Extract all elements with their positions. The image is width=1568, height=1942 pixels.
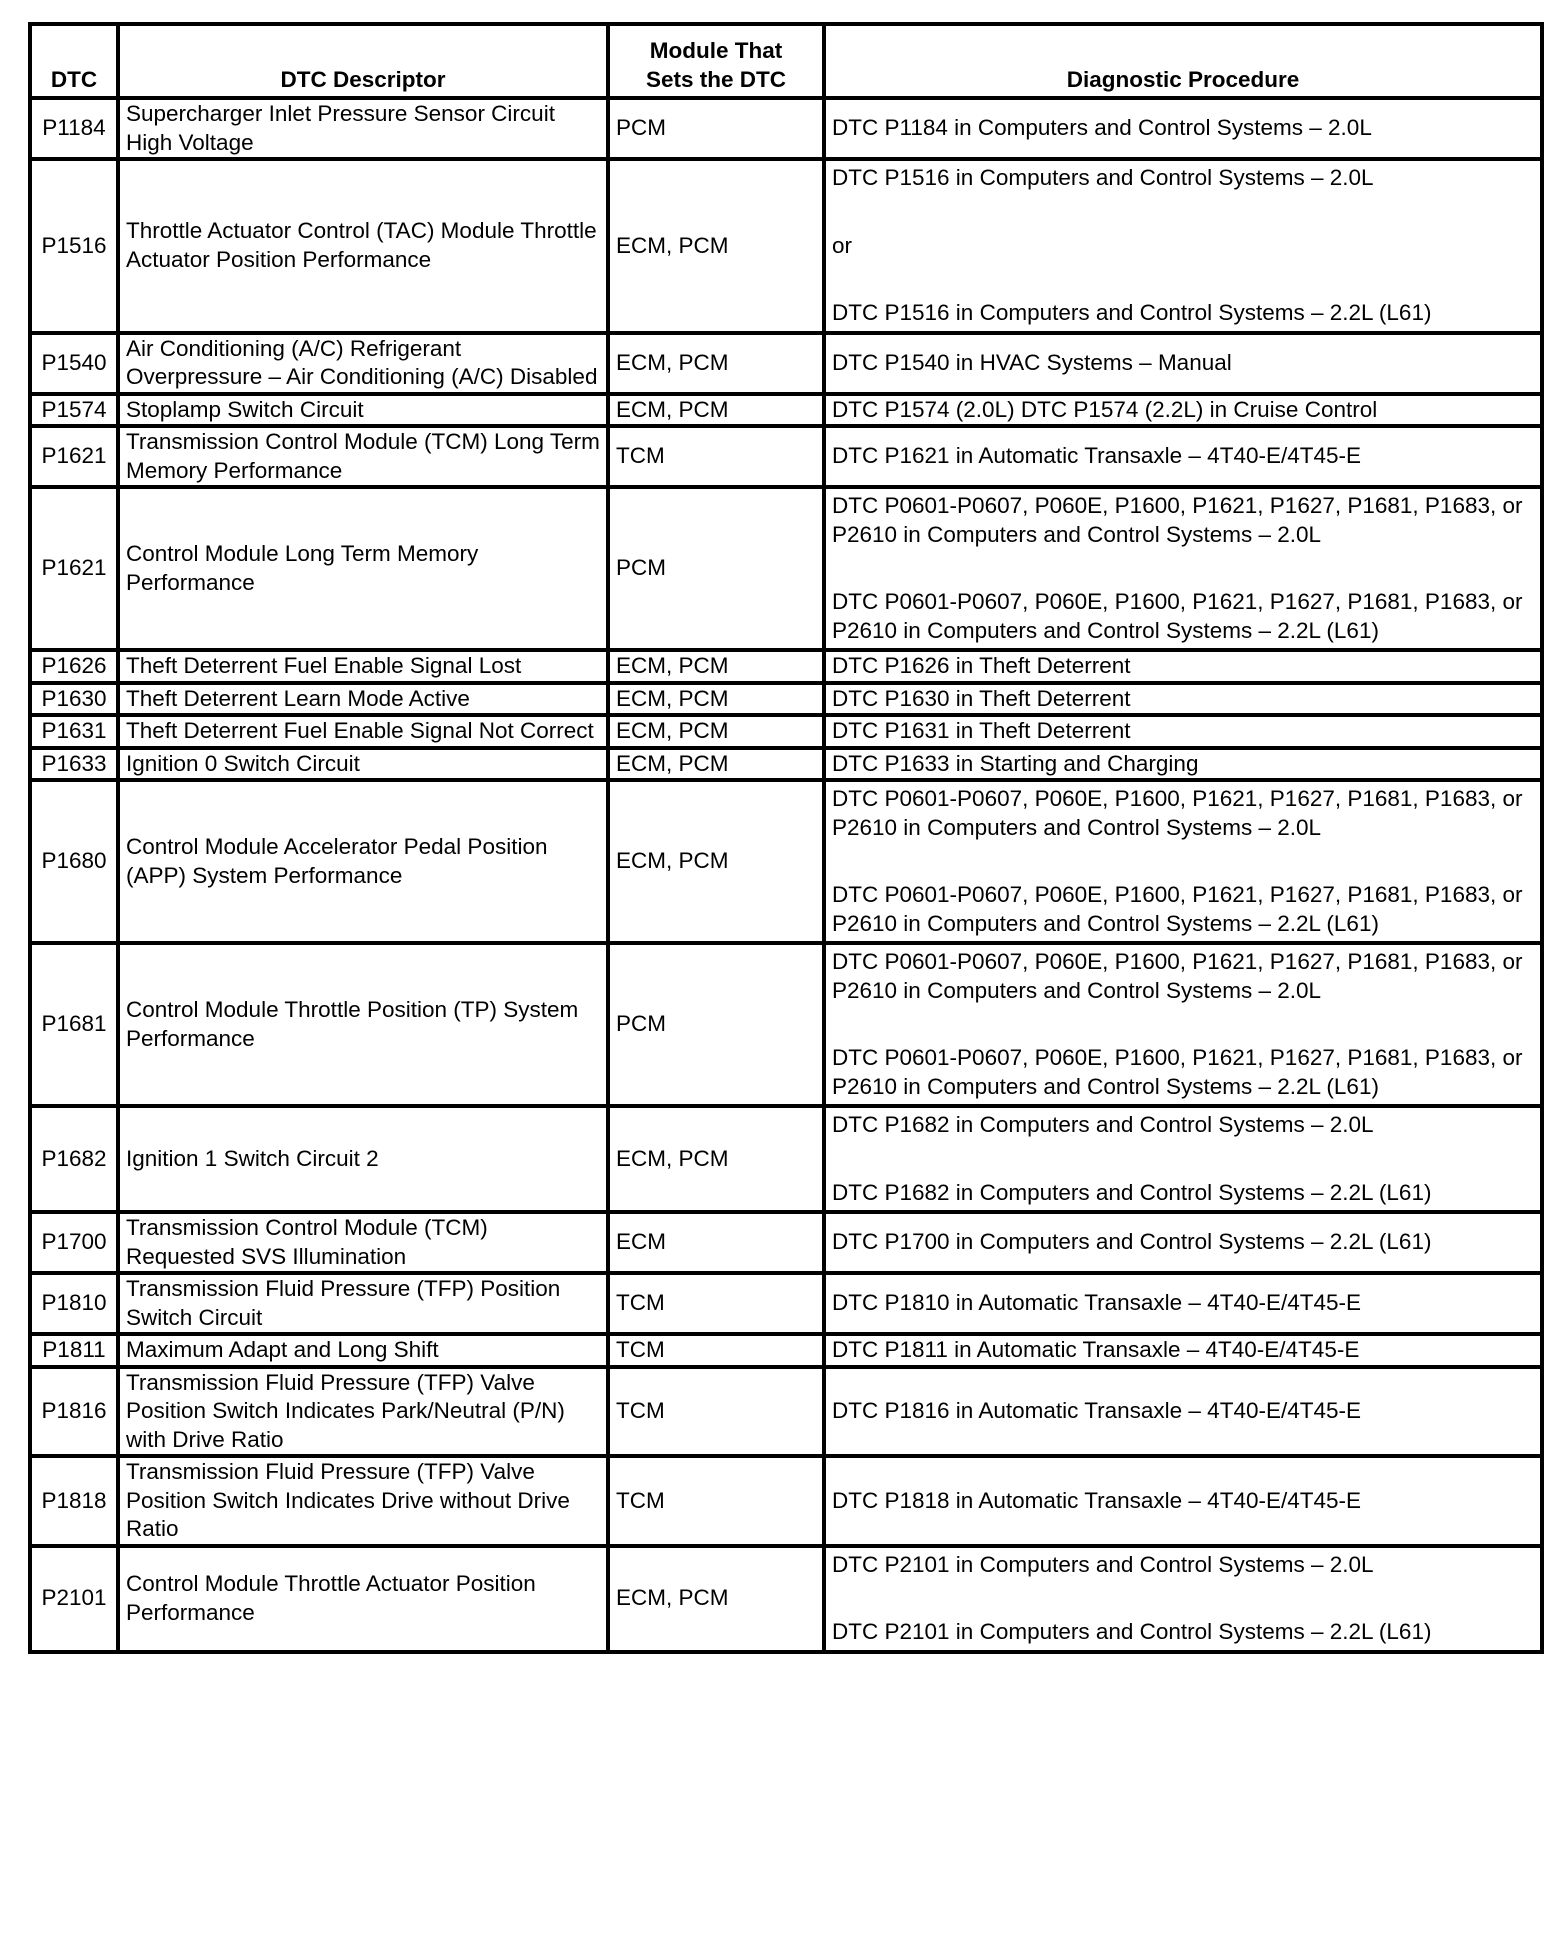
dtc-code: P1540 bbox=[30, 333, 118, 394]
dtc-descriptor: Theft Deterrent Learn Mode Active bbox=[118, 683, 608, 716]
diagnostic-procedure bbox=[824, 1212, 1542, 1273]
table-row bbox=[30, 1334, 1542, 1367]
diagnostic-procedure bbox=[824, 780, 1542, 943]
procedure-spacer bbox=[832, 549, 1534, 588]
table-row bbox=[30, 943, 1542, 1106]
setting-module: PCM bbox=[608, 487, 824, 650]
dtc-descriptor: Control Module Accelerator Pedal Position (APP) System Performance bbox=[118, 780, 608, 943]
dtc-code: P1626 bbox=[30, 650, 118, 683]
procedure-spacer bbox=[832, 1005, 1534, 1044]
setting-module: ECM bbox=[608, 1212, 824, 1273]
setting-module: ECM, PCM bbox=[608, 159, 824, 333]
diagnostic-procedure bbox=[824, 1273, 1542, 1334]
procedure-line: DTC P1621 in Automatic Transaxle – 4T40-E/4T45-E bbox=[832, 443, 1362, 469]
procedure-spacer bbox=[832, 193, 1534, 232]
procedure-line: DTC P1574 (2.0L) DTC P1574 (2.2L) in Cruise Control bbox=[832, 396, 1378, 422]
dtc-code: P1811 bbox=[30, 1334, 118, 1367]
dtc-descriptor: Transmission Fluid Pressure (TFP) Valve Position Switch Indicates Drive without Drive Ratio bbox=[118, 1456, 608, 1546]
diagnostic-procedure bbox=[824, 650, 1542, 683]
dtc-table bbox=[28, 22, 1544, 1654]
dtc-descriptor: Control Module Long Term Memory Performance bbox=[118, 487, 608, 650]
setting-module: PCM bbox=[608, 943, 824, 1106]
table-row bbox=[30, 1456, 1542, 1546]
setting-module: ECM, PCM bbox=[608, 715, 824, 748]
setting-module: ECM, PCM bbox=[608, 1106, 824, 1212]
procedure-line: DTC P0601-P0607, P060E, P1600, P1621, P1627, P1681, P1683, or P2610 in Computers and Control Systems – 2.0L bbox=[832, 786, 1523, 840]
setting-module: TCM bbox=[608, 1334, 824, 1367]
diagnostic-procedure bbox=[824, 943, 1542, 1106]
dtc-descriptor: Transmission Control Module (TCM) Requested SVS Illumination bbox=[118, 1212, 608, 1273]
procedure-line: DTC P1811 in Automatic Transaxle – 4T40-E/4T45-E bbox=[832, 1337, 1360, 1362]
procedure-spacer bbox=[832, 260, 1534, 299]
table-row bbox=[30, 1106, 1542, 1212]
procedure-line: or bbox=[832, 232, 853, 258]
procedure-line: DTC P1700 in Computers and Control Systems – 2.2L (L61) bbox=[832, 1229, 1432, 1255]
dtc-code: P1516 bbox=[30, 159, 118, 333]
setting-module: ECM, PCM bbox=[608, 394, 824, 427]
diagnostic-procedure bbox=[824, 1456, 1542, 1546]
diagnostic-procedure bbox=[824, 1546, 1542, 1652]
procedure-line: DTC P1626 in Theft Deterrent bbox=[832, 653, 1131, 678]
table-row bbox=[30, 715, 1542, 748]
header-module-line1: Module That bbox=[649, 38, 783, 63]
table-row bbox=[30, 650, 1542, 683]
dtc-descriptor: Theft Deterrent Fuel Enable Signal Not Correct bbox=[118, 715, 608, 748]
setting-module: TCM bbox=[608, 1273, 824, 1334]
procedure-line: DTC P1540 in HVAC Systems – Manual bbox=[832, 349, 1232, 375]
diagnostic-procedure bbox=[824, 1334, 1542, 1367]
dtc-code: P1631 bbox=[30, 715, 118, 748]
setting-module: TCM bbox=[608, 1456, 824, 1546]
table-row bbox=[30, 1212, 1542, 1273]
procedure-spacer bbox=[832, 1140, 1534, 1179]
procedure-line: DTC P0601-P0607, P060E, P1600, P1621, P1627, P1681, P1683, or P2610 in Computers and Control Systems – 2.2L (L61) bbox=[832, 882, 1523, 936]
table-row bbox=[30, 333, 1542, 394]
setting-module: ECM, PCM bbox=[608, 1546, 824, 1652]
procedure-line: DTC P1816 in Automatic Transaxle – 4T40-E/4T45-E bbox=[832, 1398, 1362, 1423]
diagnostic-procedure bbox=[824, 394, 1542, 427]
setting-module: ECM, PCM bbox=[608, 780, 824, 943]
header-descriptor: DTC Descriptor bbox=[118, 24, 608, 98]
dtc-code: P1630 bbox=[30, 683, 118, 716]
dtc-code: P1681 bbox=[30, 943, 118, 1106]
diagnostic-procedure bbox=[824, 159, 1542, 333]
table-row bbox=[30, 487, 1542, 650]
procedure-line: DTC P1682 in Computers and Control Systems – 2.2L (L61) bbox=[832, 1179, 1432, 1205]
dtc-code: P1682 bbox=[30, 1106, 118, 1212]
procedure-line: DTC P0601-P0607, P060E, P1600, P1621, P1627, P1681, P1683, or P2610 in Computers and Control Systems – 2.2L (L61) bbox=[832, 589, 1523, 643]
table-row bbox=[30, 1273, 1542, 1334]
procedure-line: DTC P1184 in Computers and Control Systems – 2.0L bbox=[832, 115, 1372, 141]
procedure-spacer bbox=[832, 842, 1534, 881]
table-body bbox=[30, 98, 1542, 1652]
header-module-line2: Sets the DTC bbox=[645, 66, 787, 92]
procedure-line: DTC P2101 in Computers and Control Systems – 2.2L (L61) bbox=[832, 1619, 1432, 1644]
diagnostic-procedure bbox=[824, 98, 1542, 159]
dtc-code: P2101 bbox=[30, 1546, 118, 1652]
header-row bbox=[30, 24, 1542, 98]
procedure-line: DTC P1682 in Computers and Control Systems – 2.0L bbox=[832, 1112, 1374, 1137]
dtc-descriptor: Ignition 1 Switch Circuit 2 bbox=[118, 1106, 608, 1212]
setting-module: TCM bbox=[608, 426, 824, 487]
diagnostic-procedure bbox=[824, 683, 1542, 716]
setting-module: TCM bbox=[608, 1367, 824, 1457]
procedure-line: DTC P2101 in Computers and Control Systems – 2.0L bbox=[832, 1551, 1374, 1577]
dtc-code: P1184 bbox=[30, 98, 118, 159]
diagnostic-procedure bbox=[824, 748, 1542, 781]
setting-module: ECM, PCM bbox=[608, 683, 824, 716]
dtc-descriptor: Theft Deterrent Fuel Enable Signal Lost bbox=[118, 650, 608, 683]
procedure-line: DTC P0601-P0607, P060E, P1600, P1621, P1627, P1681, P1683, or P2610 in Computers and Control Systems – 2.2L (L61) bbox=[832, 1045, 1523, 1099]
setting-module: ECM, PCM bbox=[608, 748, 824, 781]
dtc-descriptor: Throttle Actuator Control (TAC) Module Throttle Actuator Position Performance bbox=[118, 159, 608, 333]
procedure-line: DTC P0601-P0607, P060E, P1600, P1621, P1627, P1681, P1683, or P2610 in Computers and Control Systems – 2.0L bbox=[832, 949, 1523, 1003]
dtc-code: P1574 bbox=[30, 394, 118, 427]
procedure-line: DTC P1818 in Automatic Transaxle – 4T40-E/4T45-E bbox=[832, 1487, 1362, 1513]
table-row bbox=[30, 426, 1542, 487]
procedure-line: DTC P1810 in Automatic Transaxle – 4T40-E/4T45-E bbox=[832, 1290, 1362, 1316]
procedure-line: DTC P1516 in Computers and Control Systems – 2.0L bbox=[832, 165, 1374, 190]
dtc-descriptor: Transmission Control Module (TCM) Long Term Memory Performance bbox=[118, 426, 608, 487]
dtc-code: P1633 bbox=[30, 748, 118, 781]
diagnostic-procedure bbox=[824, 1367, 1542, 1457]
table-row bbox=[30, 394, 1542, 427]
table-row bbox=[30, 98, 1542, 159]
procedure-line: DTC P1630 in Theft Deterrent bbox=[832, 685, 1131, 711]
diagnostic-procedure bbox=[824, 426, 1542, 487]
dtc-descriptor: Air Conditioning (A/C) Refrigerant Overpressure – Air Conditioning (A/C) Disabled bbox=[118, 333, 608, 394]
setting-module: ECM, PCM bbox=[608, 333, 824, 394]
dtc-code: P1818 bbox=[30, 1456, 118, 1546]
header-procedure: Diagnostic Procedure bbox=[824, 24, 1542, 98]
header-dtc: DTC bbox=[30, 24, 118, 98]
dtc-descriptor: Supercharger Inlet Pressure Sensor Circuit High Voltage bbox=[118, 98, 608, 159]
dtc-descriptor: Ignition 0 Switch Circuit bbox=[118, 748, 608, 781]
table-row bbox=[30, 1546, 1542, 1652]
dtc-code: P1816 bbox=[30, 1367, 118, 1457]
dtc-descriptor: Maximum Adapt and Long Shift bbox=[118, 1334, 608, 1367]
document-page bbox=[28, 22, 1540, 1654]
dtc-code: P1810 bbox=[30, 1273, 118, 1334]
table-row bbox=[30, 159, 1542, 333]
diagnostic-procedure bbox=[824, 487, 1542, 650]
dtc-descriptor: Transmission Fluid Pressure (TFP) Valve Position Switch Indicates Park/Neutral (P/N) with Drive Ratio bbox=[118, 1367, 608, 1457]
setting-module: PCM bbox=[608, 98, 824, 159]
procedure-line: DTC P1631 in Theft Deterrent bbox=[832, 718, 1131, 743]
dtc-descriptor: Stoplamp Switch Circuit bbox=[118, 394, 608, 427]
procedure-line: DTC P0601-P0607, P060E, P1600, P1621, P1627, P1681, P1683, or P2610 in Computers and Control Systems – 2.0L bbox=[832, 493, 1523, 547]
procedure-spacer bbox=[832, 1579, 1534, 1618]
procedure-line: DTC P1516 in Computers and Control Systems – 2.2L (L61) bbox=[832, 300, 1432, 325]
table-row bbox=[30, 1367, 1542, 1457]
diagnostic-procedure bbox=[824, 1106, 1542, 1212]
dtc-code: P1700 bbox=[30, 1212, 118, 1273]
setting-module: ECM, PCM bbox=[608, 650, 824, 683]
dtc-code: P1621 bbox=[30, 426, 118, 487]
dtc-descriptor: Control Module Throttle Position (TP) System Performance bbox=[118, 943, 608, 1106]
dtc-code: P1680 bbox=[30, 780, 118, 943]
procedure-line: DTC P1633 in Starting and Charging bbox=[832, 750, 1199, 776]
table-row bbox=[30, 683, 1542, 716]
diagnostic-procedure bbox=[824, 333, 1542, 394]
dtc-descriptor: Transmission Fluid Pressure (TFP) Position Switch Circuit bbox=[118, 1273, 608, 1334]
header-module bbox=[608, 24, 824, 98]
dtc-descriptor: Control Module Throttle Actuator Position Performance bbox=[118, 1546, 608, 1652]
diagnostic-procedure bbox=[824, 715, 1542, 748]
dtc-code: P1621 bbox=[30, 487, 118, 650]
table-row bbox=[30, 780, 1542, 943]
table-row bbox=[30, 748, 1542, 781]
